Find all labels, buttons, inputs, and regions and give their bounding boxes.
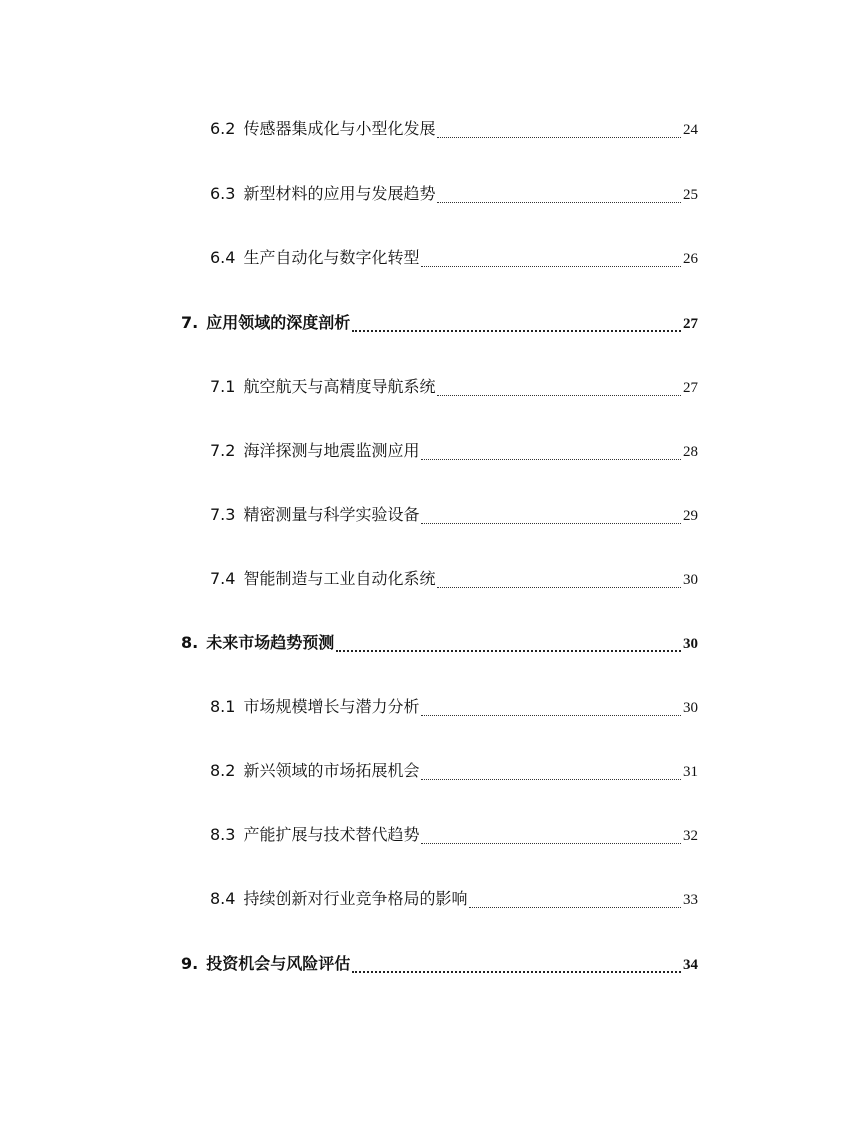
entry-page-number: 33 [683,892,698,908]
dot-leader [421,715,681,716]
dot-leader [421,523,681,524]
entry-number: 8.1 [210,697,236,716]
entry-title: 传感器集成化与小型化发展 [243,119,436,138]
entry-title: 精密测量与科学实验设备 [243,505,420,524]
entry-page-number: 27 [683,380,698,396]
entry-title: 航空航天与高精度导航系统 [243,377,436,396]
entry-title: 新兴领域的市场拓展机会 [243,761,420,780]
entry-title: 市场规模增长与潜力分析 [243,697,420,716]
dot-leader [336,650,681,652]
dot-leader [352,971,681,973]
toc-entry-6-2[interactable] [210,116,698,144]
toc-entry-7-1[interactable] [210,374,698,402]
entry-page-number: 32 [683,828,698,844]
entry-number: 6.2 [210,119,236,138]
entry-page-number: 27 [683,316,698,332]
dot-leader [352,330,681,332]
entry-page-number: 26 [683,251,698,267]
entry-number: 7.3 [210,505,236,524]
entry-number: 9. [181,954,199,973]
entry-title: 生产自动化与数字化转型 [243,248,420,267]
entry-number: 8.4 [210,889,236,908]
toc-entry-7-3[interactable] [210,502,698,530]
entry-title: 智能制造与工业自动化系统 [243,569,436,588]
dot-leader [421,843,681,844]
entry-page-number: 31 [683,764,698,780]
entry-number: 7.4 [210,569,236,588]
entry-page-number: 28 [683,444,698,460]
entry-number: 6.3 [210,184,236,203]
entry-number: 7.2 [210,441,236,460]
toc-entry-7-2[interactable] [210,438,698,466]
toc-entry-7[interactable] [181,310,698,338]
toc-entry-8-1[interactable] [210,694,698,722]
dot-leader [437,395,681,396]
toc-entry-7-4[interactable] [210,566,698,594]
entry-number: 7.1 [210,377,236,396]
entry-title: 海洋探测与地震监测应用 [243,441,420,460]
dot-leader [421,459,681,460]
entry-title: 持续创新对行业竞争格局的影响 [243,889,468,908]
dot-leader [437,587,681,588]
entry-page-number: 30 [683,572,698,588]
entry-page-number: 29 [683,508,698,524]
entry-page-number: 30 [683,700,698,716]
toc-entry-6-4[interactable] [210,245,698,273]
entry-number: 6.4 [210,248,236,267]
dot-leader [421,266,681,267]
toc-entry-8-2[interactable] [210,758,698,786]
entry-number: 8.3 [210,825,236,844]
entry-title: 应用领域的深度剖析 [206,313,351,332]
toc-entry-8-3[interactable] [210,822,698,850]
dot-leader [437,202,681,203]
entry-number: 8.2 [210,761,236,780]
entry-title: 产能扩展与技术替代趋势 [243,825,420,844]
entry-page-number: 34 [683,957,698,973]
toc-entry-8[interactable] [181,630,698,658]
dot-leader [437,137,681,138]
entry-page-number: 24 [683,122,698,138]
dot-leader [469,907,681,908]
entry-title: 投资机会与风险评估 [206,954,351,973]
entry-page-number: 25 [683,187,698,203]
entry-number: 8. [181,633,199,652]
entry-title: 新型材料的应用与发展趋势 [243,184,436,203]
entry-title: 未来市场趋势预测 [206,633,335,652]
dot-leader [421,779,681,780]
toc-entry-6-3[interactable] [210,181,698,209]
entry-page-number: 30 [683,636,698,652]
toc-entry-8-4[interactable] [210,886,698,914]
entry-number: 7. [181,313,199,332]
toc-entry-9[interactable] [181,951,698,979]
